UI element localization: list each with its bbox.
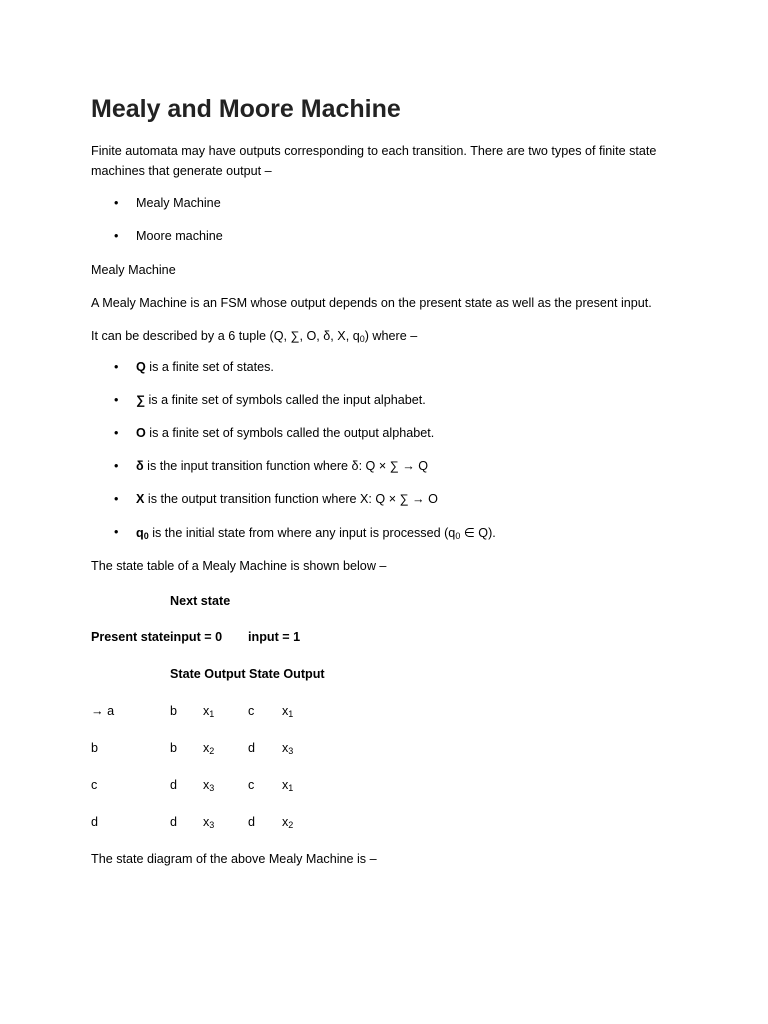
table-subheader: State Output State Output [170, 667, 325, 681]
output-sub: 1 [288, 783, 294, 793]
table-intro: The state table of a Mealy Machine is shown below – [91, 559, 387, 573]
table-cell-state0: d [170, 778, 178, 792]
table-cell-output1 [282, 704, 293, 718]
output-sub: 1 [288, 709, 294, 719]
component-text: is the output transition function where X: Q × ∑ → O [144, 492, 438, 506]
output-text: x [282, 778, 289, 792]
bullet-icon: • [114, 426, 119, 440]
table-row-present: b [91, 741, 99, 755]
tuple-intro-post: ) where – [364, 329, 418, 343]
component-text: is a finite set of states. [145, 360, 274, 374]
table-cell-state1: c [248, 778, 255, 792]
table-row-present: d [91, 815, 99, 829]
output-sub: 3 [209, 820, 215, 830]
table-cell-state0: b [170, 704, 178, 718]
output-text: x [203, 815, 210, 829]
table-cell-output0 [203, 778, 214, 792]
component-item [136, 393, 426, 407]
table-cell-output1 [282, 815, 293, 829]
component-symbol: X [136, 492, 145, 506]
input1-label: input = 1 [248, 630, 301, 644]
component-item [136, 459, 428, 473]
component-item [136, 492, 438, 506]
component-symbol: δ [136, 459, 144, 473]
table-cell-state1: c [248, 704, 255, 718]
output-text: x [282, 741, 289, 755]
table-cell-state1: d [248, 815, 256, 829]
output-sub: 1 [209, 709, 215, 719]
diagram-intro: The state diagram of the above Mealy Machine is – [91, 852, 377, 866]
table-cell-output1 [282, 778, 293, 792]
table-cell-state0: b [170, 741, 178, 755]
component-symbol: ∑ [136, 393, 145, 407]
tuple-intro-text: It can be described by a 6 tuple (Q, ∑, O, δ, X, q [91, 329, 360, 343]
bullet-icon: • [114, 196, 119, 210]
initial-text-sub: 0 [455, 531, 461, 541]
component-symbol: Q [136, 360, 146, 374]
bullet-icon: • [114, 360, 119, 374]
tuple-intro [91, 326, 417, 346]
table-cell-output0 [203, 815, 214, 829]
type-item-mealy: Mealy Machine [136, 196, 221, 210]
output-text: x [282, 815, 289, 829]
table-cell-state1: d [248, 741, 256, 755]
tuple-intro-sub: 0 [359, 334, 365, 344]
next-state-label: Next state [170, 594, 231, 608]
output-text: x [203, 704, 210, 718]
bullet-icon: • [114, 459, 119, 473]
output-sub: 2 [209, 746, 215, 756]
initial-state-item [136, 525, 496, 540]
output-sub: 3 [288, 746, 294, 756]
present-state-label: Present state [91, 630, 171, 644]
bullet-icon: • [114, 229, 119, 243]
table-row-present: → a [91, 704, 115, 718]
initial-symbol-sub: 0 [143, 531, 149, 541]
output-text: x [282, 704, 289, 718]
bullet-icon: • [114, 492, 119, 506]
output-text: x [203, 778, 210, 792]
type-item-moore: Moore machine [136, 229, 223, 243]
table-cell-output0 [203, 704, 214, 718]
intro-paragraph: Finite automata may have outputs corresponding to each transition. There are two types of finite state machines that generate output – [91, 144, 657, 178]
component-text: is a finite set of symbols called the input alphabet. [144, 393, 426, 407]
initial-symbol: q [136, 526, 144, 540]
table-cell-output0 [203, 741, 214, 755]
component-text: is the input transition function where δ: Q × ∑ → Q [143, 459, 429, 473]
component-text: is a finite set of symbols called the output alphabet. [145, 426, 435, 440]
page-title: Mealy and Moore Machine [91, 95, 401, 123]
definition-paragraph: A Mealy Machine is an FSM whose output depends on the present state as well as the present input. [91, 296, 652, 310]
component-symbol: O [136, 426, 146, 440]
bullet-icon: • [114, 525, 119, 539]
table-cell-output1 [282, 741, 293, 755]
input0-label: input = 0 [170, 630, 223, 644]
output-sub: 3 [209, 783, 215, 793]
component-item [136, 426, 434, 440]
table-cell-state0: d [170, 815, 178, 829]
output-text: x [203, 741, 210, 755]
initial-text: is the initial state from where any input is processed (q [148, 526, 456, 540]
section-heading: Mealy Machine [91, 263, 176, 277]
component-item [136, 360, 274, 374]
bullet-icon: • [114, 393, 119, 407]
output-sub: 2 [288, 820, 294, 830]
table-row-present: c [91, 778, 98, 792]
initial-text-post: ∈ Q). [460, 526, 496, 540]
